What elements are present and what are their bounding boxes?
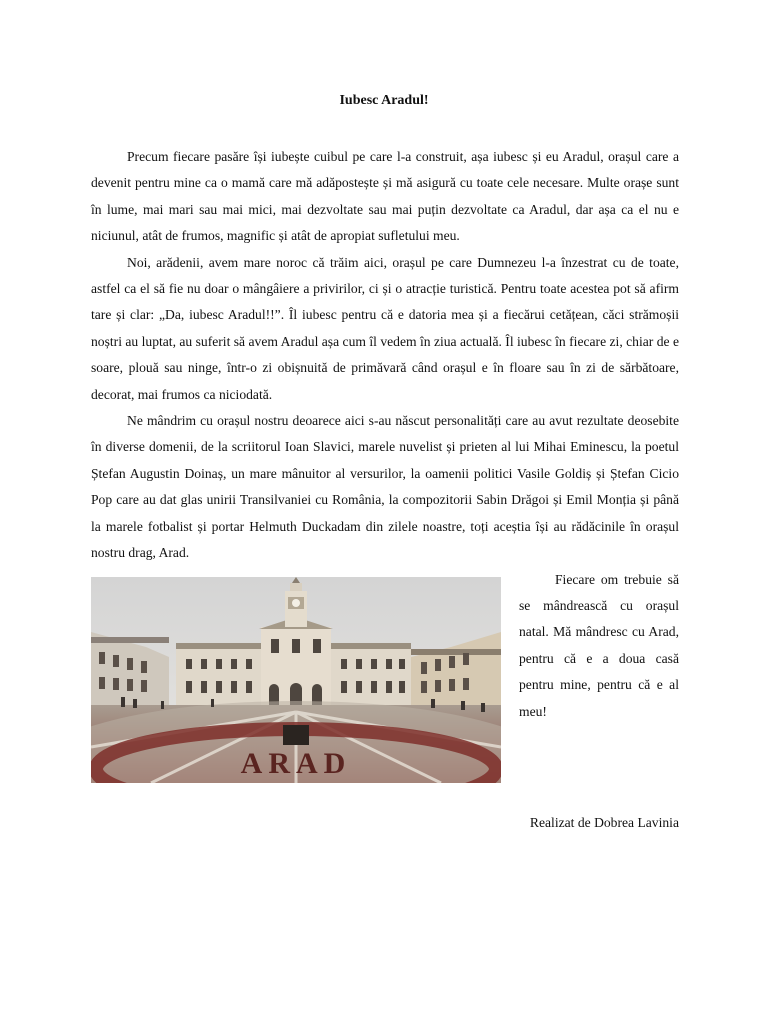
document-title: Iubesc Aradul! <box>339 93 429 108</box>
paragraph-1: Precum fiecare pasăre își iubește cuibul pe care l-a construit, așa iubesc și eu Aradul, orașul care a devenit pentru mine ca o mamă care mă adăpostește și mă asigură cu toate cele necesare. Multe orașe sunt în lume, mai mari sau mai mici, mai dezvoltate sau mai puțin dezvoltate ca Aradul, dar așa ca el nu e niciunul, atât de frumos, magnific și atât de apropiat sufletului meu. <box>91 149 679 244</box>
photo-arad-text: ARAD <box>240 746 352 780</box>
author-signature: Realizat de Dobrea Lavinia <box>529 815 679 830</box>
document-body <box>91 144 679 783</box>
paragraph-3: Ne mândrim cu orașul nostru deoarece aici s-au născut personalități care au avut rezultate deosebite în diverse domenii, de la scriitorul Ioan Slavici, marele nuvelist și prieten al lui Mihai Eminescu, la poetul Ștefan Augustin Doinaș, un mare mânuitor al versurilor, la oamenii politici Vasile Goldiș și Ștefan Cicio Pop care au dat glas unirii Transilvaniei cu România, la compozitorii Sabin Drăgoi și Emil Monția și până la marele fotbalist și portar Helmuth Duckadam din zilele noastre, toți aceștia își au rădăcinile în orașul nostru drag, Arad. <box>91 413 679 561</box>
paragraph-2: Noi, arădenii, avem mare noroc că trăim aici, orașul pe care Dumnezeu l-a înzestrat cu de toate, astfel ca el să fie nu doar o mângâiere a privirilor, ci și o atracție turistică. Pentru toate acestea pot să afirm tare și clar: „Da, iubesc Aradul!!”. Îl iubesc pentru că e datoria mea și a fiecărui cetățean, căci strămoșii noștri au luptat, au suferit să avem Aradul așa cum îl vedem în ziua actuală. Îl iubesc în fiecare zi, chiar de e soare, plouă sau ninge, într-o zi obișnuită de primăvară când orașul e în floare sau în zi de sărbătoare, decorat, mai frumos ca niciodată. <box>91 254 679 402</box>
arad-city-hall-photo <box>91 577 501 783</box>
side-paragraph: Fiecare om trebuie să se mândrească cu orașul natal. Mă mândresc cu Arad, pentru că e a doua casă pentru mine, pentru că e al meu! <box>519 571 679 719</box>
